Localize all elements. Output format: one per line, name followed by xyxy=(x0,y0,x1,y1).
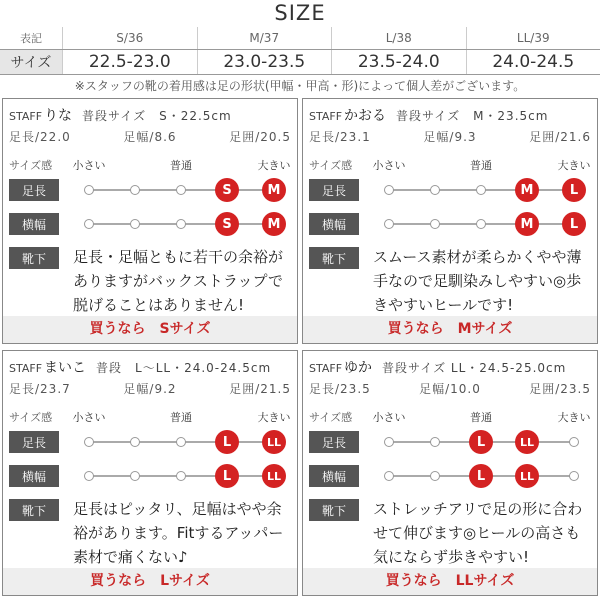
staff-label: STAFF xyxy=(9,110,43,123)
scale-small: 小さい xyxy=(372,159,406,172)
staff-label: STAFF xyxy=(9,362,43,375)
scale-dot xyxy=(84,219,94,229)
length-tag: 足長 xyxy=(9,431,59,453)
scale-large: 大きい xyxy=(557,411,591,424)
usual-size: 普段サイズ S・22.5cm xyxy=(82,109,232,123)
foot-measurements xyxy=(309,380,591,397)
width-scale-row xyxy=(309,211,595,237)
fit-note: ※スタッフの靴の着用感は足の形状(甲幅・甲高・形)によって個人差がございます。 xyxy=(74,79,526,93)
size-marker: LL xyxy=(262,430,286,454)
size-marker: L xyxy=(562,178,586,202)
scale-large: 大きい xyxy=(257,411,291,424)
length-scale-row xyxy=(309,429,595,455)
recommend-size: 買うなら LLサイズ xyxy=(303,568,597,595)
staff-name: りな xyxy=(44,108,73,124)
staff-card xyxy=(302,98,598,344)
usual-size: 普段サイズ LL・24.5-25.0cm xyxy=(382,361,567,375)
staff-comment: 足長・足幅ともに若干の余裕がありますがバックストラップで脱げることはありません! xyxy=(73,248,284,314)
width-tag: 横幅 xyxy=(309,213,359,235)
scale-dot xyxy=(569,471,579,481)
scale-large: 大きい xyxy=(257,159,291,172)
size-marker: L xyxy=(469,464,493,488)
scale-dot xyxy=(176,437,186,447)
size-marker: M xyxy=(515,212,539,236)
size-marker: LL xyxy=(515,464,539,488)
staff-header xyxy=(309,357,591,377)
measurement: 足長/23.1 xyxy=(309,130,371,144)
size-table xyxy=(0,27,600,75)
scale-dot xyxy=(176,219,186,229)
width-scale-row xyxy=(309,463,595,489)
usual-size: 普段サイズ M・23.5cm xyxy=(396,109,549,123)
scale-dot xyxy=(176,185,186,195)
staff-name: まいこ xyxy=(44,360,87,376)
size-label-row xyxy=(0,27,600,49)
size-marker: M xyxy=(262,178,286,202)
width-tag: 横幅 xyxy=(309,465,359,487)
scale-header xyxy=(309,409,599,425)
scale-title: サイズ感 xyxy=(9,411,53,424)
scale-title: サイズ感 xyxy=(309,411,353,424)
size-marker: L xyxy=(562,212,586,236)
staff-label: STAFF xyxy=(309,110,343,123)
size-marker: S xyxy=(215,212,239,236)
staff-comment: スムース素材が柔らかくやや薄手なので足馴染みしやすい◎歩きやすいヒールです! xyxy=(373,248,582,314)
scale-dot xyxy=(430,219,440,229)
staff-name: ゆか xyxy=(344,360,373,376)
scale-normal: 普通 xyxy=(470,159,492,172)
measurement: 足幅/9.2 xyxy=(123,382,177,396)
recommend-size: 買うなら Sサイズ xyxy=(3,316,297,343)
scale-dot xyxy=(430,185,440,195)
size-marker: LL xyxy=(515,430,539,454)
foot-measurements xyxy=(9,380,291,397)
width-tag: 横幅 xyxy=(9,213,59,235)
size-marker: LL xyxy=(262,464,286,488)
recommend-size: 買うなら Lサイズ xyxy=(3,568,297,595)
staff-label: STAFF xyxy=(309,362,343,375)
shoes-tag: 靴下 xyxy=(9,247,59,269)
size-marker: L xyxy=(215,430,239,454)
scale-header xyxy=(309,157,599,173)
scale-dot xyxy=(430,471,440,481)
staff-card xyxy=(2,350,298,596)
size-marker: L xyxy=(469,430,493,454)
scale-small: 小さい xyxy=(72,159,106,172)
size-value-cell: 22.5-23.0 xyxy=(62,50,197,74)
size-marker: M xyxy=(262,212,286,236)
scale-dot xyxy=(84,437,94,447)
scale-header xyxy=(9,409,299,425)
scale-small: 小さい xyxy=(72,411,106,424)
scale-normal: 普通 xyxy=(470,411,492,424)
scale-dot xyxy=(384,437,394,447)
length-scale-row xyxy=(309,177,595,203)
staff-comment: ストレッチアリで足の形に合わせて伸びます◎ヒールの高さも気にならず歩きやすい! xyxy=(373,500,583,566)
measurement: 足長/22.0 xyxy=(9,130,71,144)
length-scale-row xyxy=(9,177,295,203)
page-title: SIZE xyxy=(274,1,326,25)
measurement: 足幅/10.0 xyxy=(419,382,481,396)
scale-dot xyxy=(176,471,186,481)
length-tag: 足長 xyxy=(309,179,359,201)
scale-title: サイズ感 xyxy=(9,159,53,172)
length-tag: 足長 xyxy=(309,431,359,453)
size-label-cell: LL/39 xyxy=(466,27,600,49)
length-scale-row xyxy=(9,429,295,455)
scale-dot xyxy=(130,437,140,447)
size-value-cell: 23.0-23.5 xyxy=(197,50,332,74)
staff-comment: 足長はピッタリ、足幅はやや余裕があります。Fitするアッパー素材で痛くない♪ xyxy=(73,500,284,566)
staff-name: かおる xyxy=(344,108,387,124)
measurement: 足囲/21.5 xyxy=(229,382,291,396)
size-label-cell: S/36 xyxy=(62,27,197,49)
size-value-head: サイズ xyxy=(0,50,62,74)
scale-dot xyxy=(430,437,440,447)
scale-dot xyxy=(384,185,394,195)
measurement: 足囲/21.6 xyxy=(529,130,591,144)
width-scale-row xyxy=(9,211,295,237)
shoes-tag: 靴下 xyxy=(309,499,359,521)
measurement: 足長/23.7 xyxy=(9,382,71,396)
size-value-row xyxy=(0,49,600,75)
size-value-cell: 23.5-24.0 xyxy=(331,50,466,74)
scale-normal: 普通 xyxy=(170,411,192,424)
measurement: 足幅/9.3 xyxy=(423,130,477,144)
width-scale-row xyxy=(9,463,295,489)
size-marker: M xyxy=(515,178,539,202)
scale-header xyxy=(9,157,299,173)
usual-size: 普段 L〜LL・24.0-24.5cm xyxy=(96,361,272,375)
size-label-cell: M/37 xyxy=(197,27,332,49)
scale-dot xyxy=(384,471,394,481)
length-tag: 足長 xyxy=(9,179,59,201)
scale-dot xyxy=(130,219,140,229)
size-marker: S xyxy=(215,178,239,202)
foot-measurements xyxy=(9,128,291,145)
scale-title: サイズ感 xyxy=(309,159,353,172)
scale-dot xyxy=(476,185,486,195)
size-label-cell: L/38 xyxy=(331,27,466,49)
measurement: 足囲/20.5 xyxy=(229,130,291,144)
staff-header xyxy=(9,105,291,125)
measurement: 足長/23.5 xyxy=(309,382,371,396)
scale-large: 大きい xyxy=(557,159,591,172)
width-tag: 横幅 xyxy=(9,465,59,487)
scale-dot xyxy=(569,437,579,447)
staff-header xyxy=(9,357,291,377)
measurement: 足囲/23.5 xyxy=(529,382,591,396)
scale-small: 小さい xyxy=(372,411,406,424)
shoes-tag: 靴下 xyxy=(9,499,59,521)
staff-card xyxy=(302,350,598,596)
size-value-cell: 24.0-24.5 xyxy=(466,50,600,74)
shoes-tag: 靴下 xyxy=(309,247,359,269)
scale-dot xyxy=(384,219,394,229)
size-marker: L xyxy=(215,464,239,488)
scale-dot xyxy=(130,471,140,481)
scale-dot xyxy=(476,219,486,229)
size-label-head: 表記 xyxy=(20,32,42,45)
scale-dot xyxy=(84,471,94,481)
recommend-size: 買うなら Mサイズ xyxy=(303,316,597,343)
scale-normal: 普通 xyxy=(170,159,192,172)
foot-measurements xyxy=(309,128,591,145)
measurement: 足幅/8.6 xyxy=(123,130,177,144)
scale-dot xyxy=(84,185,94,195)
staff-card xyxy=(2,98,298,344)
scale-dot xyxy=(130,185,140,195)
staff-header xyxy=(309,105,591,125)
